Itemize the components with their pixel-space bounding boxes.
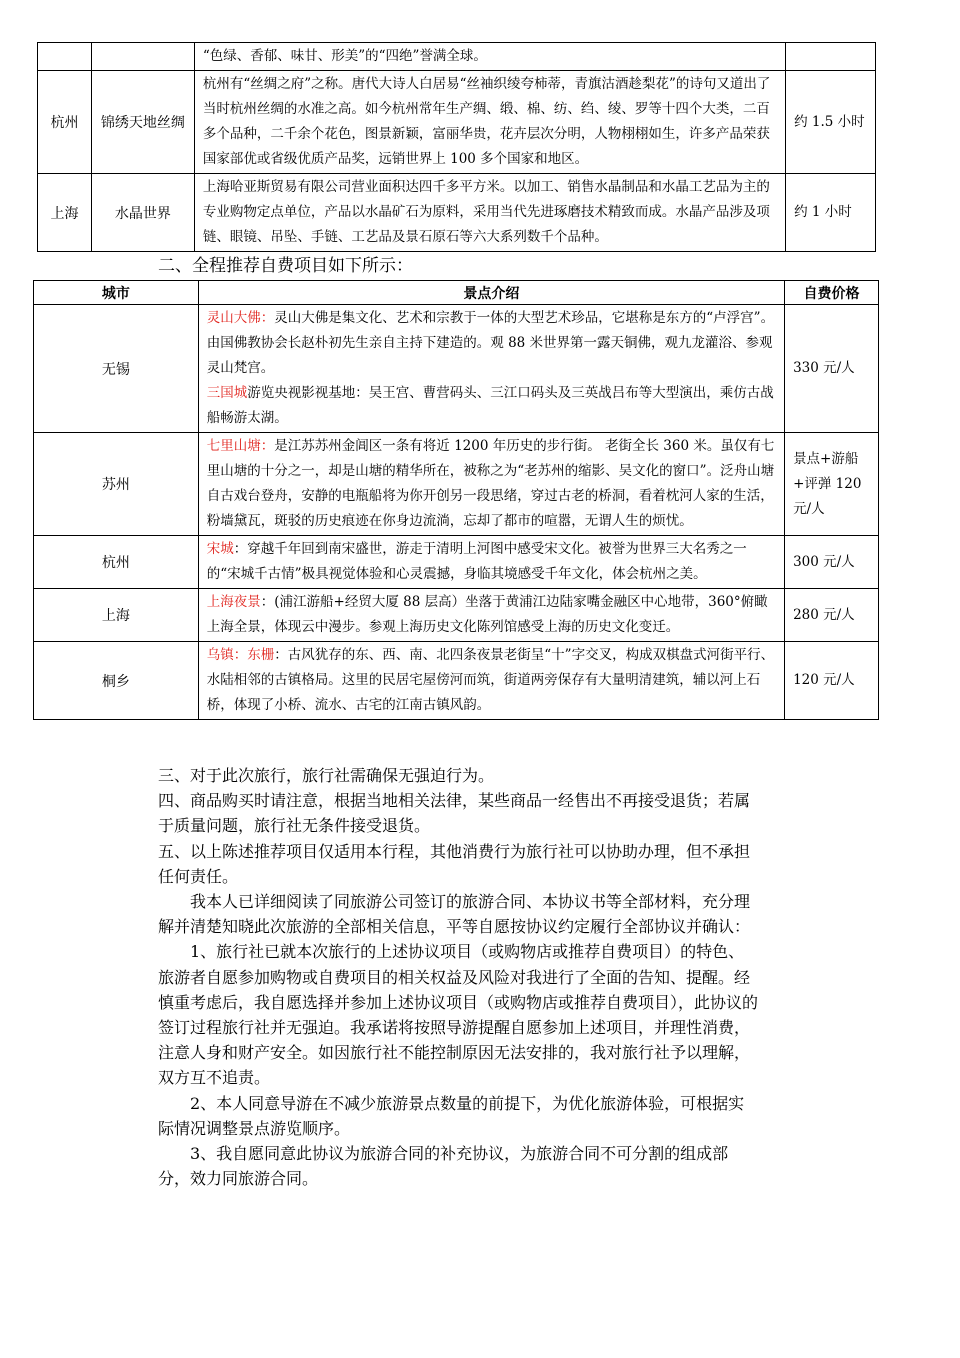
shop-description-cell [194, 174, 785, 252]
highlight-title: 七里山塘： [206, 438, 275, 454]
duration-cell: 约 1.5 小时 [786, 71, 876, 174]
declaration-point-3: 3、我自愿同意此协议为旅游合同的补充协议，为旅游合同不可分割的组成部分，效力同旅游合同。 [158, 1144, 729, 1189]
attraction-description-cell [198, 536, 784, 589]
city-cell: 上海 [38, 174, 92, 252]
highlight-title: 灵山大佛： [206, 310, 275, 326]
note-item-5: 五、以上陈述推荐项目仅适用本行程，其他消费行为旅行社可以协助办理，但不承担任何责任。 [158, 841, 751, 886]
note-item-4: 四、商品购买时请注意，根据当地相关法律，某些商品一经售出不再接受退货；若属于质量问题，旅行社无条件接受退货。 [158, 791, 751, 836]
city-cell: 苏州 [34, 433, 199, 536]
shop-description-cell [194, 43, 785, 71]
shopping-table [37, 42, 876, 252]
highlight-title: 上海夜景 [206, 594, 261, 610]
city-cell: 杭州 [34, 536, 199, 589]
table-header-row [34, 281, 879, 305]
price-cell: 120 元/人 [785, 642, 879, 720]
declaration-paragraph: 我本人已详细阅读了同旅游公司签订的旅游合同、本协议书等全部材料，充分理解并清楚知晓此次旅游的全部相关信息，平等自愿按协议约定履行全部协议并确认： [158, 892, 751, 937]
city-cell: 桐乡 [34, 642, 199, 720]
declaration-point-2: 2、本人同意导游在不减少旅游景点数量的前提下，为优化旅游体验，可根据实际情况调整景点游览顺序。 [158, 1093, 745, 1138]
price-cell: 280 元/人 [785, 589, 879, 642]
description-text: 游览央视影视基地：吴王宫、曹营码头、三江口码头及三英战吕布等大型演出，乘仿古战船畅游太湖。 [206, 385, 774, 426]
header-city: 城市 [34, 281, 199, 305]
table-row [34, 536, 879, 589]
declaration-point-1: 1、旅行社已就本次旅行的上述协议项目（或购物店或推荐自费项目）的特色、旅游者自愿参加购物或自费项目的相关权益及风险对我进行了全面的告知、提醒。经慎重考虑后，我自愿选择并参加上述协议项目（或购物店或推荐自费项目），此协议的签订过程旅行社并无强迫。我承诺将按照导游提醒自愿参加上述项目，并理性消费，注意人身和财产安全。如因旅行社不能控制原因无法安排的，我对旅行社予以理解，双方互不追责。 [158, 942, 759, 1088]
attraction-paragraph [207, 537, 776, 587]
attraction-description-cell [198, 433, 784, 536]
attraction-paragraph [207, 434, 776, 534]
description-text: “色绿、香郁、味甘、形美”的“四绝”誉满全球。 [202, 48, 487, 64]
price-cell: 330 元/人 [785, 305, 879, 433]
highlight-title: 三国城 [206, 385, 248, 401]
table-row [34, 305, 879, 433]
table-row [34, 589, 879, 642]
attraction-paragraph [207, 381, 776, 431]
attraction-description-cell [198, 589, 784, 642]
city-cell [38, 43, 92, 71]
table-row [34, 642, 879, 720]
city-cell: 无锡 [34, 305, 199, 433]
description-text: ：穿越千年回到南宋盛世，游走于清明上河图中感受宋文化。被誉为世界三大名秀之一的“宋城千古情”极具视觉体验和心灵震撼，身临其境感受千年文化，体会杭州之美。 [206, 541, 747, 582]
shop-cell: 锦绣天地丝绸 [91, 71, 194, 174]
description-text: 杭州有“丝绸之府”之称。唐代大诗人白居易“丝袖织绫夸柿蒂，青旗沽酒趁梨花”的诗句又道出了当时杭州丝绸的水准之高。如今杭州常年生产绸、缎、棉、纺、绉、绫、罗等十四个大类，二百多个品种，二千余个花色，图景新颖，富丽华贵，花卉层次分明，人物栩栩如生，许多产品荣获国家部优或省级优质产品奖，远销世界上 100 多个国家和地区。 [202, 76, 771, 167]
duration-cell: 约 1 小时 [786, 174, 876, 252]
notes-section [158, 763, 758, 1191]
shop-cell: 水晶世界 [91, 174, 194, 252]
description-text: 是江苏苏州金阊区一条有将近 1200 年历史的步行街。 老街全长 360 米。虽仅有七里山塘的十分之一，却是山塘的精华所在，被称之为“老苏州的缩影、吴文化的窗口”。泛舟山塘自古戏台登舟，安静的电瓶船将为你开创另一段思绪，穿过古老的桥洞，看着枕河人家的生活，粉墙黛瓦，斑驳的历史痕迹在你身边流淌，忘却了都市的喧嚣，无谓人生的烦忧。 [206, 438, 775, 529]
shop-cell [91, 43, 194, 71]
duration-cell [786, 43, 876, 71]
description-text: 灵山大佛是集文化、艺术和宗教于一体的大型艺术珍品，它堪称是东方的“卢浮宫”。由国佛教协会长赵朴初先生亲自主持下建造的。观 88 米世界第一露天铜佛，观九龙灌浴、参观灵山梵宫。 [206, 310, 775, 376]
highlight-title: 乌镇：东栅 [206, 647, 275, 663]
description-text: 上海哈亚斯贸易有限公司营业面积达四千多平方米。以加工、销售水晶制品和水晶工艺品为主的专业购物定点单位，产品以水晶矿石为原料，采用当代先进琢磨技术精致而成。水晶产品涉及项链、眼镜、吊坠、手链、工艺品及景石原石等六大系列数千个品种。 [202, 179, 770, 245]
header-price: 自费价格 [785, 281, 879, 305]
attraction-description-cell [198, 642, 784, 720]
note-item-3: 三、对于此次旅行，旅行社需确保无强迫行为。 [158, 766, 495, 785]
table-row [38, 71, 876, 174]
attraction-paragraph [207, 643, 776, 718]
attraction-paragraph [207, 590, 776, 640]
shop-description-cell [194, 71, 785, 174]
city-cell: 上海 [34, 589, 199, 642]
header-description: 景点介绍 [198, 281, 784, 305]
description-text: ：(浦江游船+经贸大厦 88 层高）坐落于黄浦江边陆家嘴金融区中心地带，360°俯瞰上海全景，体现云中漫步。参观上海历史文化陈列馆感受上海的历史文化变迁。 [206, 594, 768, 635]
optional-items-table [33, 280, 879, 720]
price-cell: 300 元/人 [785, 536, 879, 589]
price-cell: 景点+游船+评弹 120 元/人 [785, 433, 879, 536]
section2-heading: 二、全程推荐自费项目如下所示： [158, 256, 413, 276]
highlight-title: 宋城 [206, 541, 234, 557]
attraction-description-cell [198, 305, 784, 433]
attraction-paragraph [207, 306, 776, 381]
table-row [38, 43, 876, 71]
city-cell: 杭州 [38, 71, 92, 174]
description-text: ：古风犹存的东、西、南、北四条夜景老街呈“十”字交叉，构成双棋盘式河街平行、水陆相邻的古镇格局。这里的民居宅屋傍河而筑，街道两旁保存有大量明清建筑，辅以河上石桥，体现了小桥、流水、古宅的江南古镇风韵。 [206, 647, 775, 713]
table-row [34, 433, 879, 536]
table-row [38, 174, 876, 252]
